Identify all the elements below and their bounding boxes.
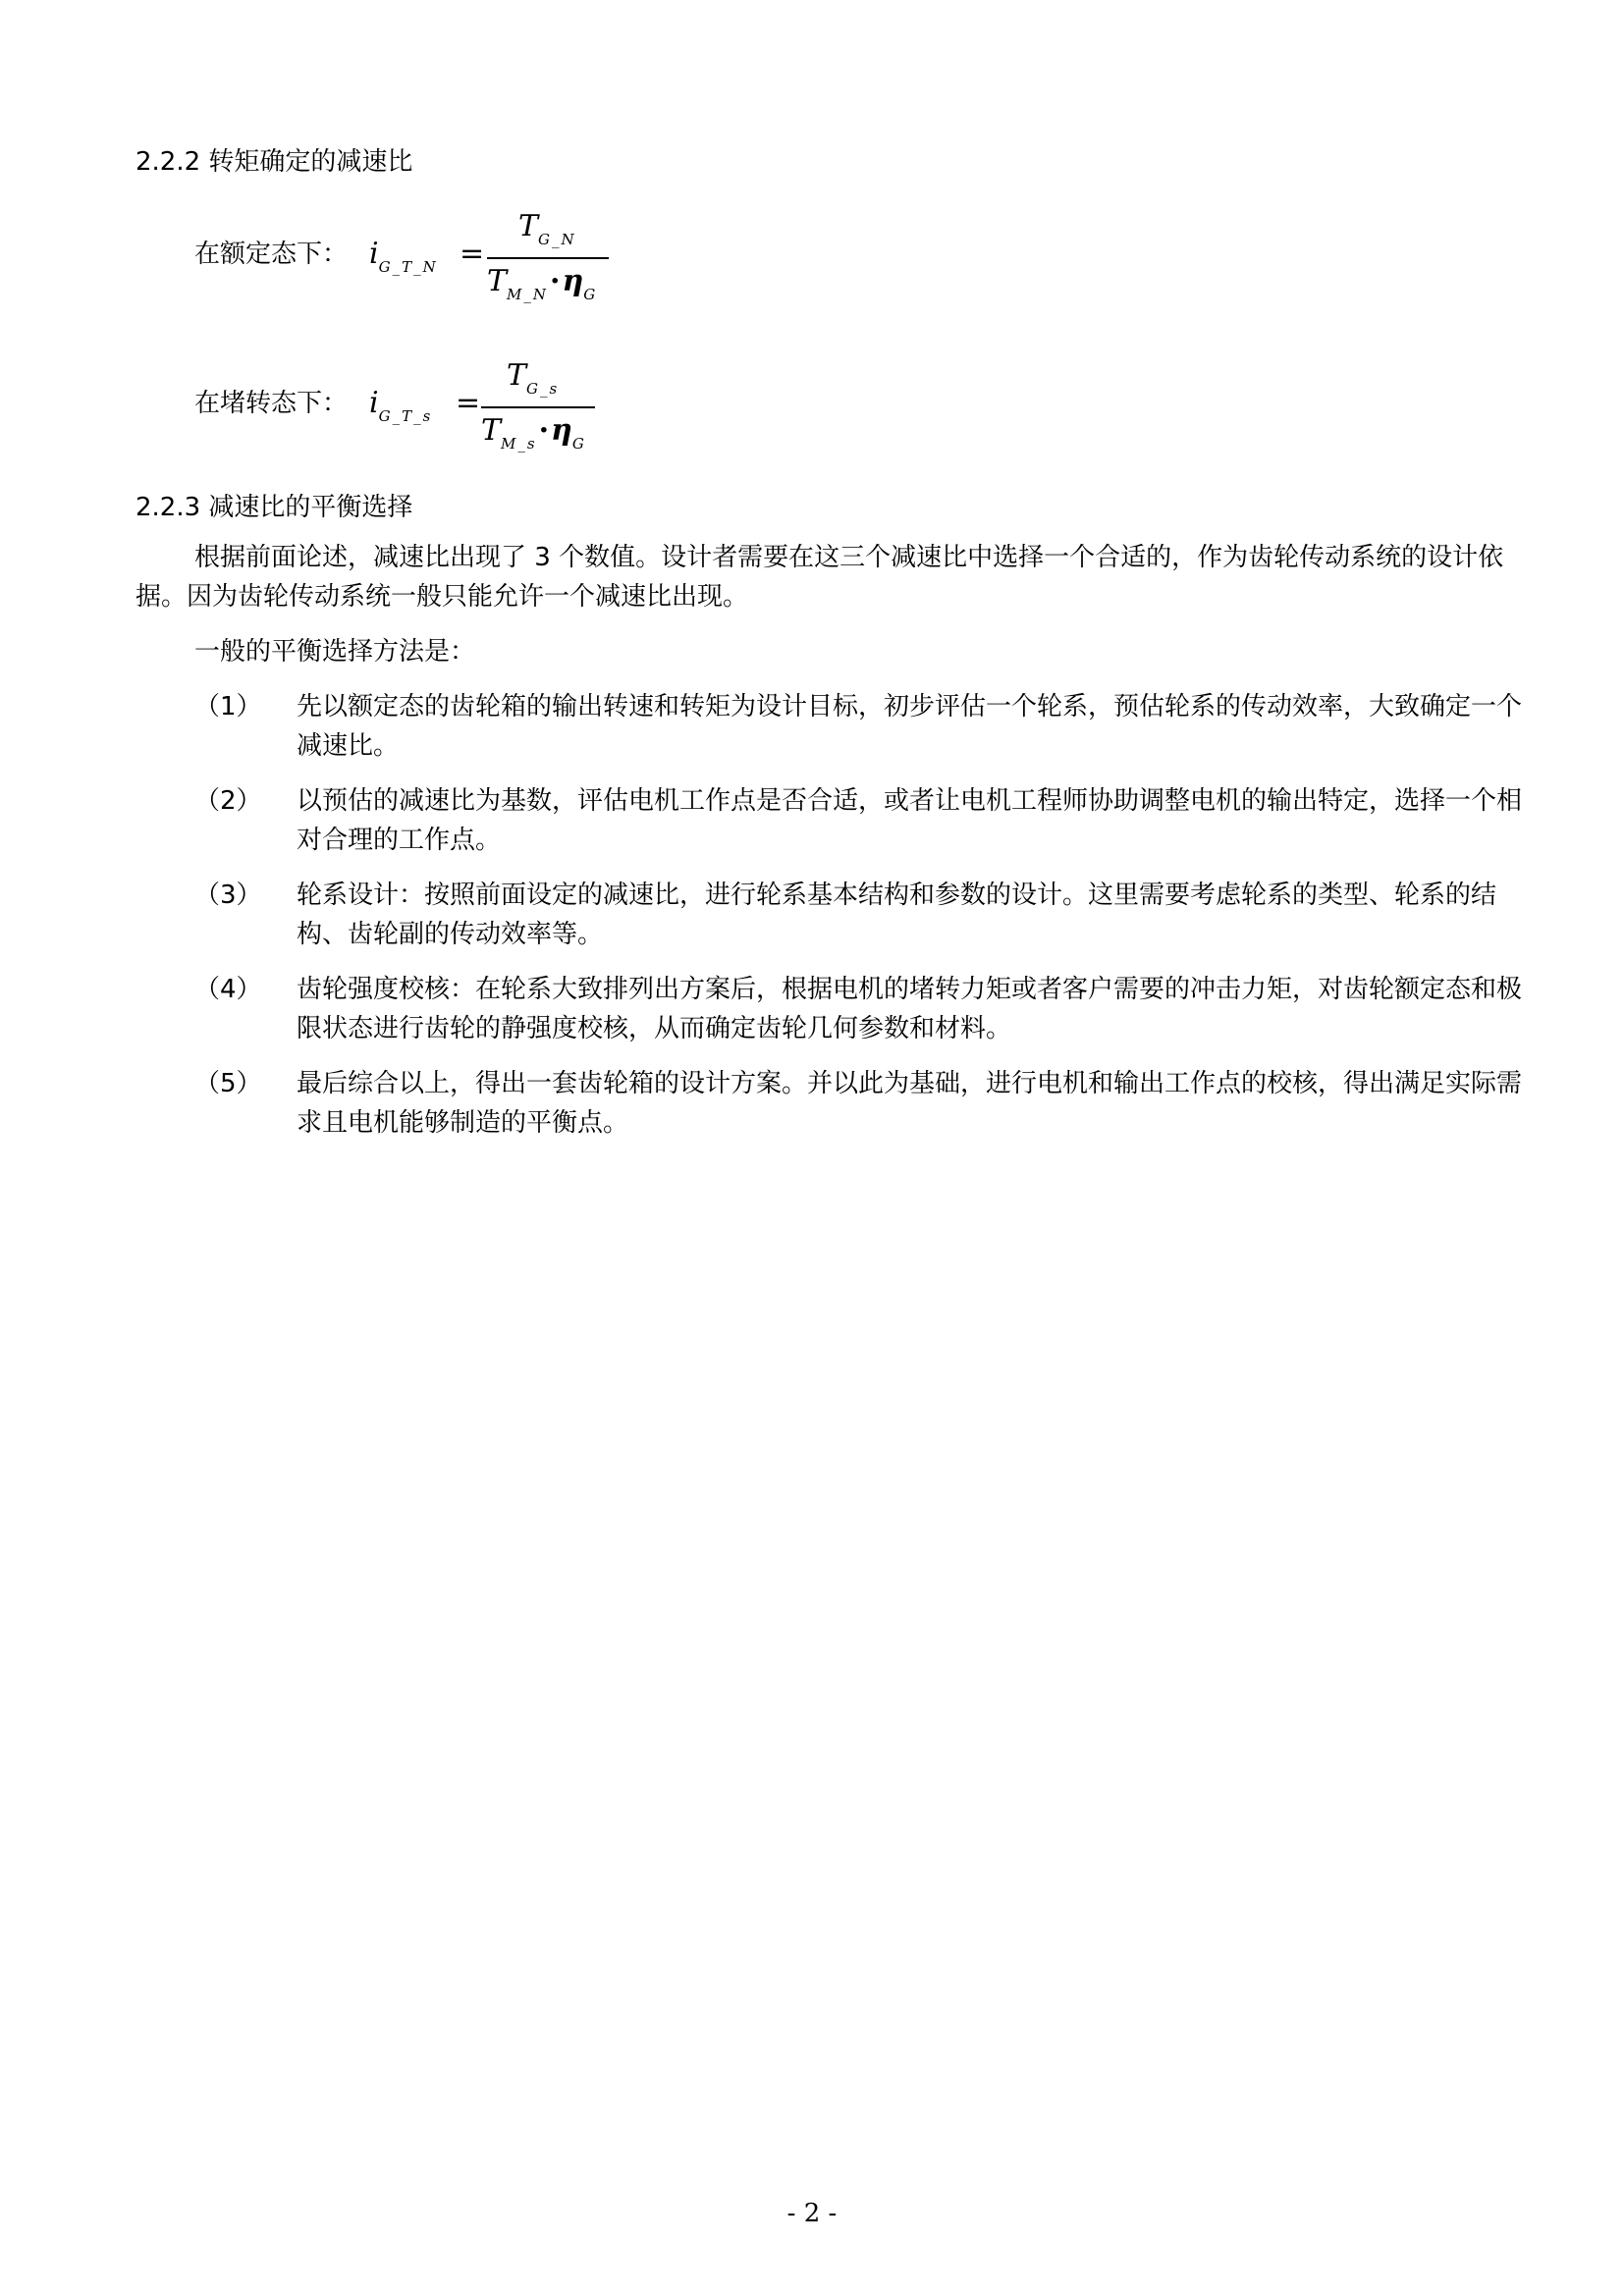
formula-stall xyxy=(194,357,980,465)
list-item-text: 先以额定态的齿轮箱的输出转速和转矩为设计目标，初步评估一个轮系，预估轮系的传动效率，大致确定一个减速比。 xyxy=(297,692,1523,761)
list-item-text: 轮系设计：按照前面设定的减速比，进行轮系基本结构和参数的设计。这里需要考虑轮系的类型、轮系的结构、齿轮副的传动效率等。 xyxy=(297,881,1497,949)
paragraph-intro: 根据前面论述，减速比出现了 3 个数值。设计者需要在这三个减速比中选择一个合适的，作为齿轮传动系统的设计依据。因为齿轮传动系统一般只能允许一个减速比出现。 xyxy=(135,543,1504,612)
formula-stall-label: 在堵转态下： xyxy=(194,389,349,418)
formula-rated xyxy=(194,206,980,314)
formula-stall-denominator: $T_{M\_s}\cdot\eta_G$ xyxy=(481,413,584,453)
list-item xyxy=(194,876,1530,954)
list-item-number: （5） xyxy=(194,1069,262,1098)
formula-rated-label: 在额定态下： xyxy=(194,240,349,269)
formula-rated-equals: = xyxy=(460,237,485,271)
list-item-number: （2） xyxy=(194,786,262,816)
formula-stall-equals: = xyxy=(456,386,481,420)
list-item-number: （3） xyxy=(194,881,262,910)
section-title-2-2-3: 2.2.3 减速比的平衡选择 xyxy=(135,493,413,522)
list-item xyxy=(194,1064,1530,1143)
formula-stall-numerator: $T_{G\_s}$ xyxy=(507,358,560,398)
list-item xyxy=(194,687,1530,766)
list-item-text: 最后综合以上，得出一套齿轮箱的设计方案。并以此为基础，进行电机和输出工作点的校核，得出满足实际需求且电机能够制造的平衡点。 xyxy=(297,1069,1523,1138)
list-item xyxy=(194,781,1530,860)
formula-rated-lhs: $i_{G\_T\_N}$ xyxy=(369,237,438,276)
list-item xyxy=(194,970,1530,1048)
formula-stall-lhs: $i_{G\_T\_s}$ xyxy=(369,386,433,425)
paragraph-method: 一般的平衡选择方法是： xyxy=(194,637,476,667)
list-item-number: （4） xyxy=(194,975,262,1004)
page-number: - 2 - xyxy=(786,2199,838,2228)
list-item-number: （1） xyxy=(194,692,262,721)
section-title-2-2-2: 2.2.2 转矩确定的减速比 xyxy=(135,147,413,177)
list-item-text: 以预估的减速比为基数，评估电机工作点是否合适，或者让电机工程师协助调整电机的输出特定，选择一个相对合理的工作点。 xyxy=(297,786,1523,855)
formula-rated-denominator: $T_{M\_N}\cdot\eta_G$ xyxy=(487,264,596,303)
list-item-text: 齿轮强度校核：在轮系大致排列出方案后，根据电机的堵转力矩或者客户需要的冲击力矩，对齿轮额定态和极限状态进行齿轮的静强度校核，从而确定齿轮几何参数和材料。 xyxy=(297,975,1523,1043)
formula-rated-numerator: $T_{G\_N}$ xyxy=(518,209,576,248)
formula-rated-fraction-bar xyxy=(487,257,609,259)
formula-stall-fraction-bar xyxy=(481,406,595,408)
